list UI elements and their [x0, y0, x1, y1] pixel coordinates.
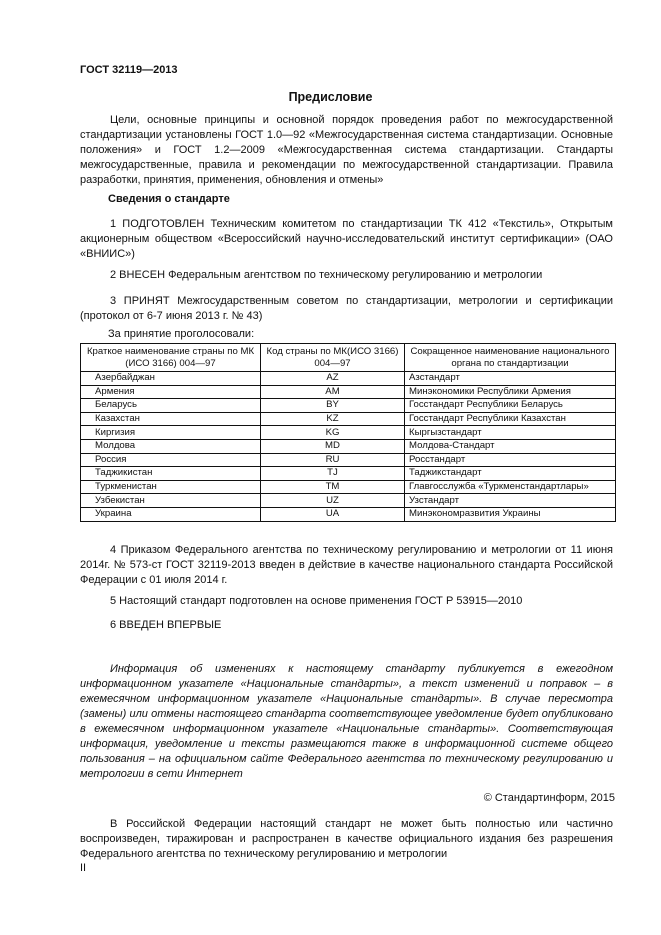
country-name: Киргизия [81, 426, 261, 440]
country-code: TJ [261, 467, 405, 481]
changes-info-paragraph: Информация об изменениях к настоящему стандарту публикуется в ежегодном информационном указателе «Национальные стандарты», а текст изменений и поправок – в ежемесячном информационном указателе «Национальные стандарты». В случае пересмотра (замены) или отмены настоящего стандарта соответствующее уведомление будет опубликовано в ежемесячном информационном указателе «Национальные стандарты». Соответствующая информация, уведомление и тексты размещаются также в информационной системе общего пользования – на официальном сайте Федерального агентства по техническому регулированию и метрологии в сети Интернет [80, 663, 613, 780]
item-5-basis: 5 Настоящий стандарт подготовлен на основе применения ГОСТ Р 53915—2010 [110, 595, 523, 607]
country-name: Украина [81, 507, 261, 521]
header-standards-body: Сокращенное наименование национального органа по стандартизации [405, 344, 616, 372]
standards-body: Таджикстандарт [405, 467, 616, 481]
standards-body: Госстандарт Республики Казахстан [405, 412, 616, 426]
country-code: UZ [261, 494, 405, 508]
country-code: KZ [261, 412, 405, 426]
country-code: AM [261, 385, 405, 399]
standards-body: Минэкономики Республики Армения [405, 385, 616, 399]
item-3-adopted: 3 ПРИНЯТ Межгосударственным советом по стандартизации, метрологии и сертификации (протокол от 6-7 июня 2013 г. № 43) [80, 295, 613, 322]
country-name: Узбекистан [81, 494, 261, 508]
table-row [81, 426, 616, 440]
standards-body: Молдова-Стандарт [405, 439, 616, 453]
standards-body: Минэкономразвития Украины [405, 507, 616, 521]
country-code: MD [261, 439, 405, 453]
table-row [81, 480, 616, 494]
table-row [81, 467, 616, 481]
standards-body: Кыргызстандарт [405, 426, 616, 440]
country-name: Россия [81, 453, 261, 467]
country-name: Беларусь [81, 399, 261, 413]
table-row [81, 385, 616, 399]
country-name: Молдова [81, 439, 261, 453]
item-2-submitted: 2 ВНЕСЕН Федеральным агентством по техническому регулированию и метрологии [110, 269, 543, 281]
table-row [81, 507, 616, 521]
country-code: KG [261, 426, 405, 440]
document-code: ГОСТ 32119—2013 [80, 64, 178, 76]
copyright: © Стандартинформ, 2015 [483, 792, 615, 804]
country-code: AZ [261, 372, 405, 386]
country-code: BY [261, 399, 405, 413]
intro-paragraph: Цели, основные принципы и основной порядок проведения работ по межгосударственной стандартизации установлены ГОСТ 1.0—92 «Межгосударственная система стандартизации. Основные положения» и ГОСТ 1.2—2009 «Межгосударственная система стандартизации. Стандарты межгосударственные, правила и рекомендации по межгосударственной стандартизации. Правила разработки, принятия, применения, обновления и отмены» [80, 114, 613, 186]
header-country-code: Код страны по МК(ИСО 3166) 004—97 [261, 344, 405, 372]
voting-countries-table [80, 343, 616, 522]
standards-body: Госстандарт Республики Беларусь [405, 399, 616, 413]
page-number: II [80, 862, 87, 874]
item-1-prepared: 1 ПОДГОТОВЛЕН Техническим комитетом по стандартизации ТК 412 «Текстиль», Открытым акционерным обществом «Всероссийский научно-исследовательский институт сертификации» (ОАО «ВНИИС») [80, 218, 613, 260]
legal-notice: В Российской Федерации настоящий стандарт не может быть полностью или частично воспроизведен, тиражирован и распространен в качестве официального издания без разрешения Федерального агентства по техническому регулированию и метрологии [80, 818, 613, 860]
country-name: Казахстан [81, 412, 261, 426]
table-row [81, 494, 616, 508]
table-row [81, 399, 616, 413]
standards-body: Росстандарт [405, 453, 616, 467]
standards-body: Главгосслужба «Туркменстандартлары» [405, 480, 616, 494]
country-code: UA [261, 507, 405, 521]
table-header-row [81, 344, 616, 372]
standards-body: Азстандарт [405, 372, 616, 386]
country-name: Азербайджан [81, 372, 261, 386]
vote-label: За принятие проголосовали: [108, 328, 255, 340]
standards-body: Узстандарт [405, 494, 616, 508]
header-country-name: Краткое наименование страны по МК (ИСО 3166) 004—97 [81, 344, 261, 372]
country-code: RU [261, 453, 405, 467]
country-name: Таджикистан [81, 467, 261, 481]
info-heading: Сведения о стандарте [108, 193, 230, 205]
country-name: Туркменистан [81, 480, 261, 494]
item-6-introduced: 6 ВВЕДЕН ВПЕРВЫЕ [110, 619, 222, 631]
table-row [81, 453, 616, 467]
table-row [81, 412, 616, 426]
item-4-order: 4 Приказом Федерального агентства по техническому регулированию и метрологии от 11 июня 2014г. № 573-ст ГОСТ 32119-2013 введен в действие в качестве национального стандарта Российской Федерации с 01 июля 2014 г. [80, 544, 613, 586]
table-row [81, 439, 616, 453]
page-title: Предисловие [288, 90, 373, 104]
table-row [81, 372, 616, 386]
country-code: TM [261, 480, 405, 494]
country-name: Армения [81, 385, 261, 399]
